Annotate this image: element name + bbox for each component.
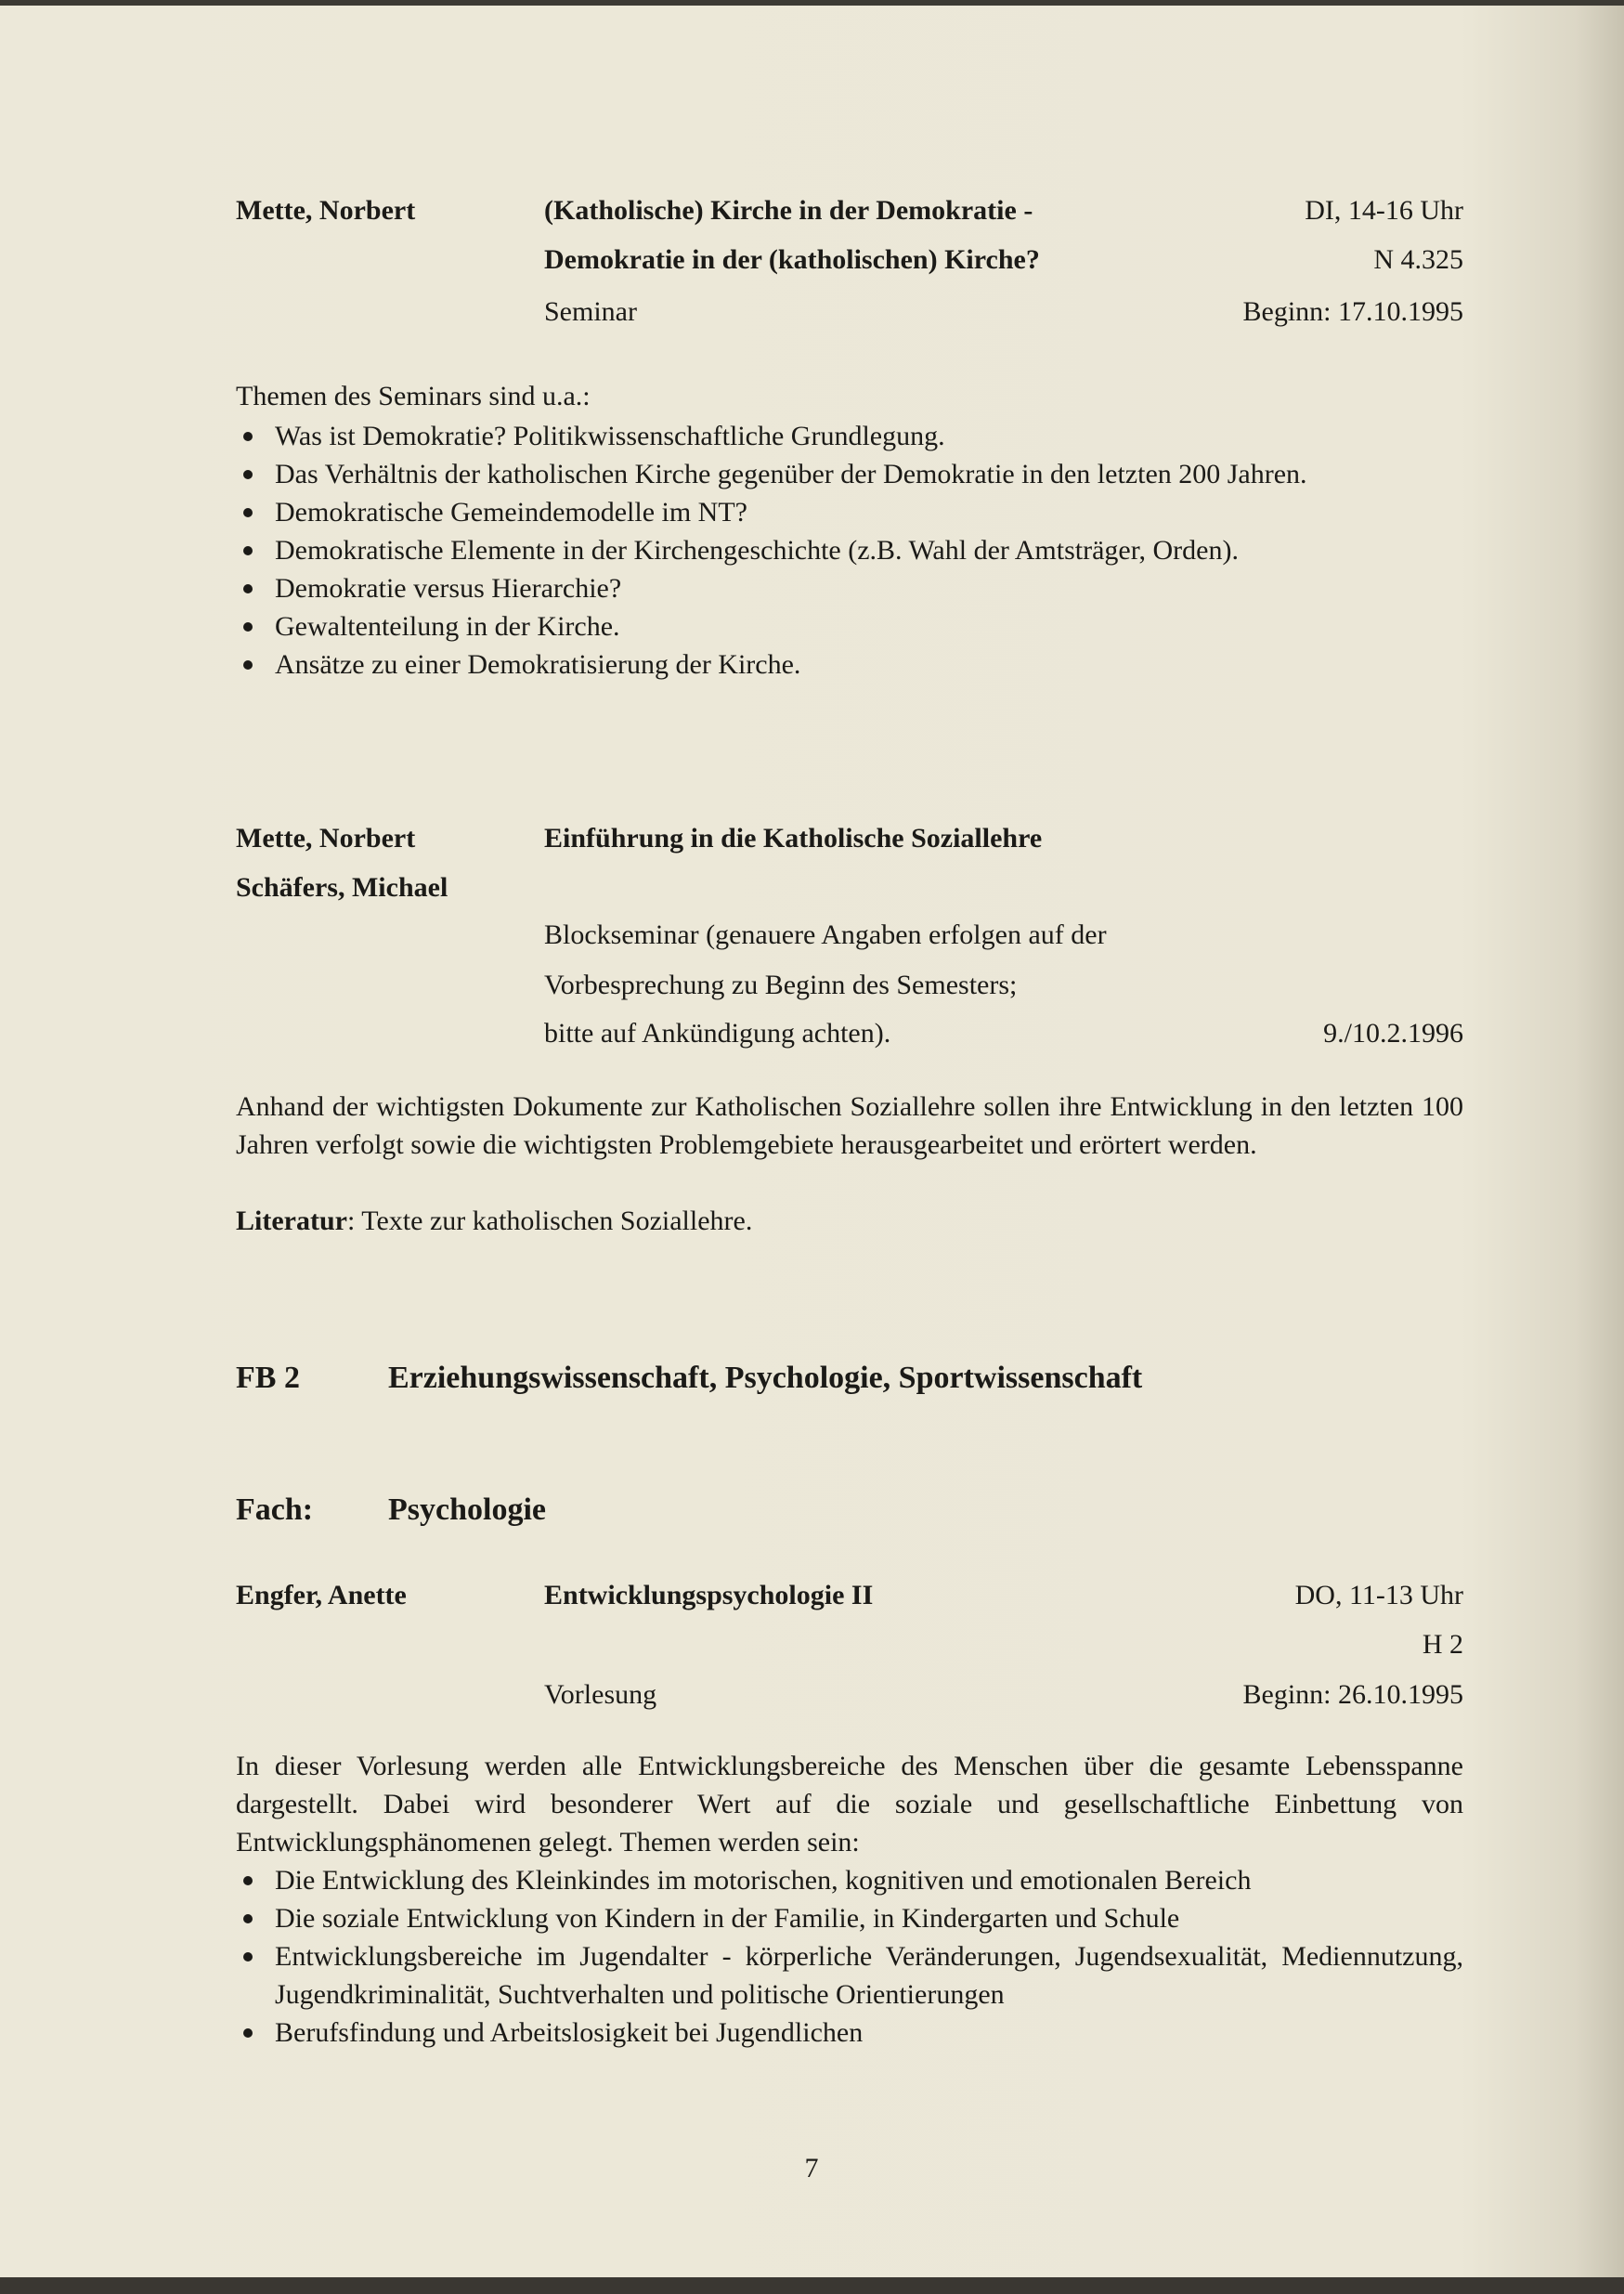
course-title-line1: (Katholische) Kirche in der Demokratie - <box>544 195 1033 226</box>
list-item: Was ist Demokratie? Politikwissenschaftliche Grundlegung. <box>236 417 1463 455</box>
list-item: Das Verhältnis der katholischen Kirche gegenüber der Demokratie in den letzten 200 Jahren. <box>236 455 1463 493</box>
literature-text: : Texte zur katholischen Soziallehre. <box>346 1206 753 1236</box>
course-room: H 2 <box>1422 1629 1463 1660</box>
list-item: Demokratie versus Hierarchie? <box>236 569 1463 607</box>
literature-label: Literatur <box>236 1206 347 1236</box>
lecturer-name: Engfer, Anette <box>236 1580 407 1610</box>
course-dates: 9./10.2.1996 <box>1323 1018 1463 1049</box>
course-description: In dieser Vorlesung werden alle Entwicklungsbereiche des Menschen über die gesamte Lebensspanne dargestellt. Dabei wird besonderer Wert auf die soziale und gesellschaftliche Einbettung von Entwicklungsphänomenen gelegt. Themen werden sein: <box>236 1751 1463 1857</box>
course-start-date: Beginn: 17.10.1995 <box>1242 296 1463 327</box>
list-item: Ansätze zu einer Demokratisierung der Kirche. <box>236 645 1463 684</box>
page-edge-bottom <box>0 2277 1624 2294</box>
subject-name: Psychologie <box>388 1492 546 1527</box>
course-title: Entwicklungspsychologie II <box>544 1580 874 1610</box>
list-item: Gewaltenteilung in der Kirche. <box>236 607 1463 645</box>
page-number: 7 <box>804 2153 819 2183</box>
topics-intro: Themen des Seminars sind u.a.: <box>236 381 591 411</box>
list-item: Die Entwicklung des Kleinkindes im motorischen, kognitiven und emotionalen Bereich <box>236 1861 1463 1899</box>
department-code: FB 2 <box>236 1361 300 1395</box>
course-time: DO, 11-13 Uhr <box>1294 1580 1463 1610</box>
topics-list <box>236 1861 1463 2052</box>
course-note-line3: bitte auf Ankündigung achten). <box>544 1018 891 1049</box>
literature-line <box>236 1202 752 1240</box>
list-item: Die soziale Entwicklung von Kindern in der Familie, in Kindergarten und Schule <box>236 1899 1463 1937</box>
course-start-date: Beginn: 26.10.1995 <box>1242 1679 1463 1710</box>
course-room: N 4.325 <box>1373 244 1463 275</box>
course-time: DI, 14-16 Uhr <box>1305 195 1463 226</box>
course-title-line2: Demokratie in der (katholischen) Kirche? <box>544 244 1040 275</box>
list-item: Entwicklungsbereiche im Jugendalter - körperliche Veränderungen, Jugendsexualität, Mediennutzung, Jugendkriminalität, Suchtverhalten und politische Orientierungen <box>236 1937 1463 2014</box>
subject-label: Fach: <box>236 1492 314 1527</box>
lecturer-name: Schäfers, Michael <box>236 872 448 903</box>
course-description: Anhand der wichtigsten Dokumente zur Katholischen Soziallehre sollen ihre Entwicklung in den letzten 100 Jahren verfolgt sowie die wichtigsten Problemgebiete herausgearbeitet und erörtert werden. <box>236 1091 1463 1160</box>
course-note-line1: Blockseminar (genauere Angaben erfolgen auf der <box>544 919 1107 950</box>
course-note-line2: Vorbesprechung zu Beginn des Semesters; <box>544 970 1018 1000</box>
topics-list <box>236 417 1463 684</box>
list-item: Demokratische Gemeindemodelle im NT? <box>236 493 1463 531</box>
course-type: Seminar <box>544 296 637 327</box>
page-edge-top <box>0 0 1624 6</box>
course-title: Einführung in die Katholische Soziallehre <box>544 823 1043 854</box>
list-item: Berufsfindung und Arbeitslosigkeit bei Jugendlichen <box>236 2014 1463 2052</box>
course-type: Vorlesung <box>544 1679 657 1710</box>
list-item: Demokratische Elemente in der Kirchengeschichte (z.B. Wahl der Amtsträger, Orden). <box>236 531 1463 569</box>
department-name: Erziehungswissenschaft, Psychologie, Sportwissenschaft <box>388 1361 1143 1395</box>
lecturer-name: Mette, Norbert <box>236 823 416 854</box>
lecturer-name: Mette, Norbert <box>236 195 416 226</box>
